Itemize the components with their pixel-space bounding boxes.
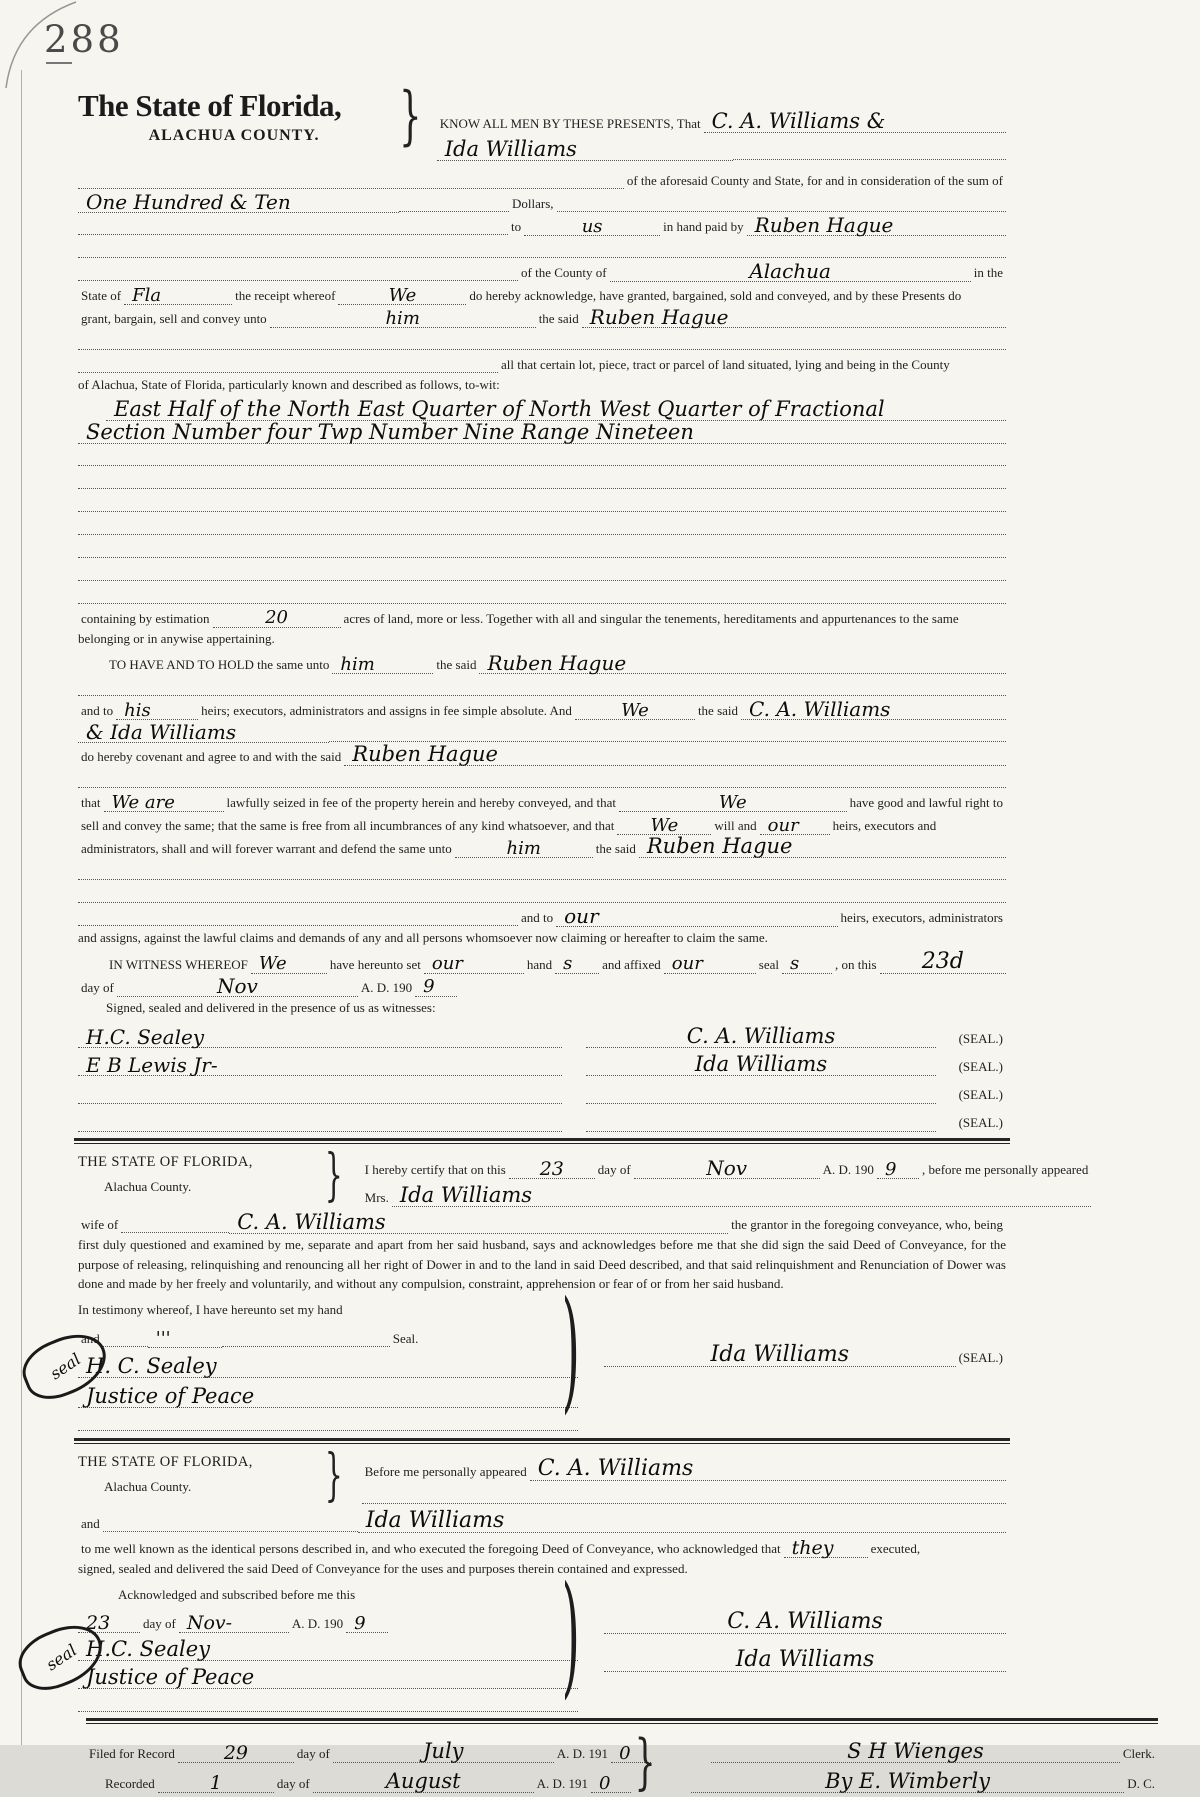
grantor-signature xyxy=(586,1103,936,1104)
handwritten-entry: our xyxy=(424,955,524,973)
printed-text: day of xyxy=(276,1776,310,1791)
blank-space xyxy=(78,972,106,973)
printed-text: heirs; executors, administrators and assigns in fee simple absolute. And xyxy=(201,703,572,718)
form-line xyxy=(78,166,1006,189)
dower-paragraph: first duly questioned and examined by me, separate and apart from her said husband, says and acknowledges before me that she did sign the said Deed of Conveyance, for the purpose of releasing, relinquishing and renouncing all her right of Dower in and to the land in said Deed described, and that said relinquishment and Renunciation of Dower was done and made by her freely and voluntarily, and without any compulsion, constraint, apprehension or fear of or from her said husband. xyxy=(78,1237,1006,1291)
form-line xyxy=(78,950,1006,973)
handwritten-entry: Ida Williams xyxy=(358,1511,1006,1533)
form-line xyxy=(78,212,1006,235)
form-line xyxy=(362,1452,1006,1480)
form-line xyxy=(78,719,1006,742)
witness-signature-row xyxy=(78,1075,1006,1103)
section-divider xyxy=(74,1138,1010,1144)
handwritten-entry: We xyxy=(251,955,327,973)
handwritten-entry: We xyxy=(619,794,847,812)
dotted-line xyxy=(78,901,1006,903)
printed-text: I hereby certify that on this xyxy=(364,1162,506,1177)
handwritten-entry: 9 xyxy=(877,1161,919,1179)
handwritten-entry: C. A. Williams xyxy=(530,1459,1006,1481)
printed-text: hand xyxy=(526,956,553,972)
form-line xyxy=(604,1599,1006,1633)
printed-text: and xyxy=(81,1331,100,1346)
form-line xyxy=(78,1347,578,1377)
handwritten-entry: his xyxy=(116,702,198,720)
handwritten-entry: Justice of Peace xyxy=(78,1387,578,1408)
handwritten-entry: & Ida Williams xyxy=(78,723,329,743)
acknowledgment-lines xyxy=(78,1532,1006,1579)
handwritten-entry: our xyxy=(556,907,837,927)
printed-text: A. D. 190 xyxy=(822,1162,874,1177)
handwritten-entry: By E. Wimberly xyxy=(691,1772,1124,1793)
form-line xyxy=(604,1332,1006,1366)
form-line xyxy=(78,489,1006,512)
handwritten-entry: H.C. Sealey xyxy=(78,1640,578,1661)
form-line xyxy=(78,1688,578,1712)
cert-left-box xyxy=(78,1450,316,1495)
witness-signature xyxy=(78,1103,562,1104)
handwritten-entry: Ruben Hague xyxy=(639,837,1006,858)
printed-text: day of xyxy=(597,1162,631,1177)
printed-text: all that certain lot, piece, tract or parcel of land situated, lying and being in the County xyxy=(501,357,950,372)
brace-icon: } xyxy=(324,1143,343,1208)
dotted-line xyxy=(78,256,1006,258)
cert-state-title: THE STATE OF FLORIDA, xyxy=(78,1454,253,1470)
witness-signature xyxy=(78,1131,562,1132)
county-subtitle: ALACHUA COUNTY. xyxy=(148,127,320,144)
document-header xyxy=(78,79,1006,162)
printed-text: the grantor in the foregoing conveyance, who, being xyxy=(731,1217,1003,1232)
dotted-line xyxy=(362,1502,1006,1504)
officer-signature-lines xyxy=(78,1321,578,1431)
testimony-block xyxy=(46,1272,580,1432)
handwritten-entry: C. A. Williams xyxy=(741,700,1006,720)
printed-text: Recorded xyxy=(105,1776,155,1791)
form-line xyxy=(78,535,1006,558)
seal-label: (SEAL.) xyxy=(958,1087,1003,1102)
form-line xyxy=(86,1762,1158,1792)
printed-text: day of xyxy=(81,979,114,995)
opening-clause-lines xyxy=(437,104,1006,160)
printed-text: (SEAL.) xyxy=(958,1349,1003,1365)
printed-text: and affixed xyxy=(602,956,661,972)
witness-signature-row xyxy=(78,1019,1006,1047)
form-line xyxy=(78,235,1006,258)
printed-text: sell and convey the same; that the same is free from all incumbrances of any kind whatsoever, and that xyxy=(81,818,615,833)
dotted-line xyxy=(399,210,509,212)
printed-text: A. D. 191 xyxy=(556,1746,609,1761)
grantor-signature-column xyxy=(578,1583,1006,1671)
handwritten-entry: Section Number four Twp Number Nine Range Nineteen xyxy=(78,423,1006,444)
form-line xyxy=(78,834,1006,857)
dotted-line xyxy=(78,279,518,281)
dotted-line xyxy=(78,579,1006,581)
handwritten-entry: him xyxy=(270,310,536,328)
form-line xyxy=(437,104,1006,132)
form-line xyxy=(78,903,1006,926)
page-edge-line xyxy=(21,70,22,1745)
form-line xyxy=(78,581,1006,604)
cert-state-title: THE STATE OF FLORIDA, xyxy=(78,1154,253,1170)
page-number-underline xyxy=(46,62,72,64)
officer-signature-lines xyxy=(78,1606,578,1712)
printed-paragraph: Signed, sealed and delivered in the presence of us as witnesses: xyxy=(106,999,436,1015)
form-line xyxy=(78,397,1006,420)
dotted-line xyxy=(557,210,1006,212)
printed-text: D. C. xyxy=(1127,1776,1155,1791)
form-line xyxy=(78,1407,578,1431)
form-line xyxy=(78,258,1006,281)
form-line xyxy=(78,558,1006,581)
dotted-line xyxy=(78,233,508,235)
handwritten-entry: Ruben Hague xyxy=(344,745,1006,766)
seal-word: seal xyxy=(46,1349,85,1384)
handwritten-entry: We are xyxy=(104,794,224,812)
handwritten-entry: East Half of the North East Quarter of North West Quarter of Fractional xyxy=(106,400,1006,421)
printed-text: Before me personally appeared xyxy=(364,1464,527,1479)
deed-form xyxy=(42,0,1155,1797)
handwritten-entry: C. A. Williams & xyxy=(704,112,1006,133)
brace-icon: } xyxy=(399,79,422,153)
form-line xyxy=(78,788,1006,811)
form-line xyxy=(78,327,1006,350)
handwritten-entry: Justice of Peace xyxy=(78,1668,578,1689)
form-line xyxy=(78,1377,578,1407)
form-line xyxy=(78,742,1006,765)
brace-icon: ) xyxy=(561,1272,580,1427)
handwritten-entry: him xyxy=(332,656,433,674)
printed-text: Filed for Record xyxy=(89,1746,175,1761)
seal-word: seal xyxy=(42,1640,81,1675)
wife-of-line xyxy=(78,1206,1006,1233)
printed-text: A. D. 190 xyxy=(360,979,413,995)
handwritten-entry: they xyxy=(784,1539,868,1558)
printed-text: containing by estimation xyxy=(81,610,210,626)
printed-text: lawfully seized in fee of the property herein and hereby conveyed, and that xyxy=(226,795,616,810)
printed-text: the receipt whereof xyxy=(235,288,336,303)
handwritten-entry: Ruben Hague xyxy=(747,216,1006,236)
printed-text: heirs, executors and xyxy=(832,818,937,833)
dower-certification-section xyxy=(46,1143,1089,1431)
handwritten-entry: S H Wienges xyxy=(711,1742,1120,1763)
printed-text: have good and lawful right to xyxy=(849,795,1003,810)
brace-icon: } xyxy=(634,1727,656,1797)
printed-text: A. D. 190 xyxy=(291,1616,344,1631)
grantor-signature: C. A. Williams xyxy=(586,1027,936,1048)
witness-signature-block xyxy=(78,1019,1006,1131)
form-line xyxy=(78,304,1006,327)
cert-head-lines xyxy=(362,1450,1006,1504)
form-line xyxy=(604,1633,1006,1671)
printed-text: and to xyxy=(81,703,114,718)
cert-county-label: Alachua County. xyxy=(104,1479,192,1494)
form-line xyxy=(86,1732,1158,1762)
handwritten-entry: Ida Williams xyxy=(604,1345,956,1367)
printed-text: Mrs. xyxy=(364,1190,389,1205)
printed-text: the said xyxy=(436,657,477,672)
form-line xyxy=(78,189,1006,212)
form-line xyxy=(78,1321,578,1347)
seal-label: (SEAL.) xyxy=(958,1059,1003,1074)
handwritten-entry: s xyxy=(782,955,832,973)
testimony-line: In testimony whereof, I have hereunto set my hand xyxy=(78,1301,343,1317)
printed-text: the said xyxy=(538,311,579,326)
handwritten-entry: Ida Williams xyxy=(604,1650,1006,1672)
printed-text: to me well known as the identical persons described in, and who executed the foregoing Deed of Conveyance, who acknowledged that xyxy=(81,1541,781,1556)
form-line xyxy=(78,512,1006,535)
handwritten-entry: We xyxy=(575,702,695,720)
printed-paragraph: and assigns, against the lawful claims and demands of any and all persons whomsoever now claiming or hereafter to claim the same. xyxy=(78,930,768,945)
handwritten-entry: Fla xyxy=(124,287,232,305)
cert-county-label: Alachua County. xyxy=(104,1179,192,1194)
printed-text: in the xyxy=(973,265,1003,280)
printed-text: Dollars, xyxy=(512,196,554,211)
handwritten-entry: 20 xyxy=(213,609,341,627)
acknowledged-label: Acknowledged and subscribed before me this xyxy=(118,1586,356,1602)
seal-label: (SEAL.) xyxy=(958,1115,1003,1130)
printed-text: the said xyxy=(595,841,636,856)
dotted-line xyxy=(78,878,1006,880)
handwritten-entry: August xyxy=(313,1772,534,1793)
printed-text: and to xyxy=(521,910,554,925)
handwritten-entry: our xyxy=(664,955,756,973)
dotted-line xyxy=(78,487,1006,489)
handwritten-entry: 23 xyxy=(78,1614,140,1633)
dotted-line xyxy=(78,533,1006,535)
form-line xyxy=(78,1632,578,1660)
form-line xyxy=(362,1178,1092,1206)
handwritten-entry: us xyxy=(524,218,660,236)
form-line xyxy=(78,880,1006,903)
page-number: 288 xyxy=(44,18,124,61)
blank-space xyxy=(86,1791,102,1792)
dotted-line xyxy=(103,1530,358,1532)
document-title: The State of Florida, xyxy=(78,88,342,123)
handwritten-entry: C. A. Williams xyxy=(229,1213,728,1234)
handwritten-entry: 0 xyxy=(591,1775,631,1793)
handwritten-entry: 9 xyxy=(346,1615,388,1633)
printed-text: to xyxy=(511,219,522,234)
section-divider xyxy=(86,1718,1158,1724)
printed-text: administrators, shall and will forever warrant and defend the same unto xyxy=(81,841,452,856)
printed-text: executed, xyxy=(870,1541,921,1556)
form-line xyxy=(78,650,1006,673)
grantor-signature-column xyxy=(578,1298,1006,1366)
filing-lines xyxy=(86,1727,1158,1797)
brace-icon: } xyxy=(324,1443,343,1508)
dotted-line xyxy=(103,1345,148,1347)
handwritten-entry: We xyxy=(338,287,466,305)
printed-text: , on this xyxy=(834,956,877,972)
form-line xyxy=(78,281,1006,304)
printed-text: wife of xyxy=(81,1217,119,1232)
handwritten-entry: Ruben Hague xyxy=(479,654,1006,674)
printed-text: seal xyxy=(758,956,779,972)
form-line xyxy=(78,673,1006,696)
acknowledgment-section xyxy=(42,1443,1006,1712)
handwritten-entry: Alachua xyxy=(610,262,971,282)
printed-text: IN WITNESS WHEREOF xyxy=(109,956,248,972)
cert-left-box xyxy=(78,1150,316,1195)
printed-text: have hereunto set xyxy=(329,956,421,972)
handwritten-entry: 23d xyxy=(880,952,1006,974)
form-line xyxy=(78,604,1006,627)
printed-text: the said xyxy=(697,703,739,718)
witness-signature: E B Lewis Jr- xyxy=(78,1056,562,1076)
dotted-line xyxy=(78,187,624,189)
printed-text: day of xyxy=(143,1616,176,1631)
form-line xyxy=(78,696,1006,719)
dotted-line xyxy=(78,510,1006,512)
cert-head-lines xyxy=(362,1150,1092,1206)
dotted-line xyxy=(121,1231,229,1233)
form-line xyxy=(78,973,1006,996)
handwritten-entry: We xyxy=(617,817,711,835)
handwritten-entry: s xyxy=(555,955,599,973)
printed-text: of the County of xyxy=(521,265,607,280)
dotted-line xyxy=(222,1345,390,1347)
dotted-line xyxy=(78,371,498,373)
grantor-signature: Ida Williams xyxy=(586,1055,936,1076)
printed-text: and xyxy=(81,1516,100,1531)
printed-text: , before me personally appeared xyxy=(921,1162,1089,1177)
handwritten-entry: One Hundred & Ten xyxy=(78,193,399,213)
form-line xyxy=(78,765,1006,788)
printed-text: A. D. 191 xyxy=(536,1776,588,1791)
printed-text: heirs, executors, administrators xyxy=(840,910,1003,925)
handwritten-entry: July xyxy=(333,1742,554,1763)
printed-text: that xyxy=(81,795,101,810)
witness-signature: H.C. Sealey xyxy=(78,1028,562,1048)
handwritten-entry: Nov- xyxy=(179,1614,289,1633)
form-line xyxy=(362,1480,1006,1504)
printed-text: day of xyxy=(296,1746,330,1761)
dotted-line xyxy=(78,348,1006,350)
printed-text: KNOW ALL MEN BY THESE PRESENTS, That xyxy=(439,116,701,131)
dotted-line xyxy=(78,694,1006,696)
printed-paragraph: belonging or in anywise appertaining. xyxy=(78,630,275,646)
handwritten-entry: Ida Williams xyxy=(392,1186,1092,1207)
dotted-line xyxy=(733,158,1006,160)
form-line xyxy=(362,1152,1092,1178)
form-line xyxy=(78,1504,1006,1532)
form-line xyxy=(78,857,1006,880)
form-line xyxy=(78,420,1006,443)
filing-block xyxy=(86,1718,1158,1797)
header-left xyxy=(78,88,390,145)
printed-paragraph: of Alachua, State of Florida, particularly known and described as follows, to-wit: xyxy=(78,377,500,392)
handwritten-entry: H. C. Sealey xyxy=(78,1357,578,1378)
form-line xyxy=(78,1660,578,1688)
seal-label: (SEAL.) xyxy=(958,1031,1003,1046)
form-line xyxy=(78,350,1006,373)
blank-space xyxy=(651,1761,711,1762)
witness-signature-row xyxy=(78,1103,1006,1131)
printed-text: do hereby covenant and agree to and with the said xyxy=(81,749,342,764)
dotted-line xyxy=(78,924,518,926)
blank-space xyxy=(78,672,106,673)
handwritten-entry: C. A. Williams xyxy=(604,1612,1006,1634)
printed-text: Seal. xyxy=(392,1331,419,1346)
form-line xyxy=(78,1606,578,1632)
dotted-line xyxy=(78,1429,578,1431)
form-line xyxy=(78,811,1006,834)
printed-text: in hand paid by xyxy=(663,219,744,234)
printed-text: do hereby acknowledge, have granted, bargained, sold and conveyed, and by these Presents do xyxy=(469,288,962,303)
handwritten-entry: 0 xyxy=(611,1745,651,1763)
dotted-line xyxy=(78,602,1006,604)
printed-text: grant, bargain, sell and convey unto xyxy=(81,311,267,326)
section-divider xyxy=(74,1438,1010,1444)
dotted-line xyxy=(78,556,1006,558)
handwritten-entry: 9 xyxy=(415,978,457,996)
dotted-line xyxy=(78,786,1006,788)
form-line xyxy=(437,132,1006,160)
handwritten-entry: Ida Williams xyxy=(437,140,733,161)
printed-text: of the aforesaid County and State, for and in consideration of the sum of xyxy=(626,173,1003,188)
handwritten-entry: him xyxy=(455,840,593,858)
printed-text: acres of land, more or less. Together with all and singular the tenements, hereditaments and appurtenances to the same xyxy=(343,610,959,626)
form-line xyxy=(78,466,1006,489)
form-line xyxy=(78,1532,1006,1557)
handwritten-entry: 23 xyxy=(509,1160,595,1179)
printed-paragraph: signed, sealed and delivered the said Deed of Conveyance for the uses and purposes therein contained and expressed. xyxy=(78,1561,688,1576)
form-line xyxy=(78,443,1006,466)
dotted-line xyxy=(78,464,1006,466)
deed-body-lines xyxy=(78,166,1006,1017)
handwritten-entry: Nov xyxy=(117,977,358,997)
dotted-line xyxy=(78,1710,578,1712)
handwritten-entry: ''' xyxy=(148,1330,222,1348)
brace-icon: ) xyxy=(561,1557,580,1712)
and-grantor-line xyxy=(78,1504,1006,1532)
printed-text: State of xyxy=(81,288,122,303)
printed-text: will and xyxy=(714,818,757,833)
printed-text: TO HAVE AND TO HOLD the same unto xyxy=(109,657,330,672)
handwritten-entry: 1 xyxy=(158,1774,274,1793)
handwritten-entry: Nov xyxy=(634,1159,820,1179)
handwritten-entry: Ruben Hague xyxy=(582,308,1006,328)
form-line xyxy=(78,1206,1006,1233)
handwritten-entry: 29 xyxy=(178,1744,294,1763)
handwritten-entry: our xyxy=(760,817,830,835)
blank-space xyxy=(457,995,1006,996)
grantor-signature xyxy=(586,1131,936,1132)
witness-signature-row xyxy=(78,1047,1006,1075)
printed-text: Clerk. xyxy=(1122,1746,1155,1761)
